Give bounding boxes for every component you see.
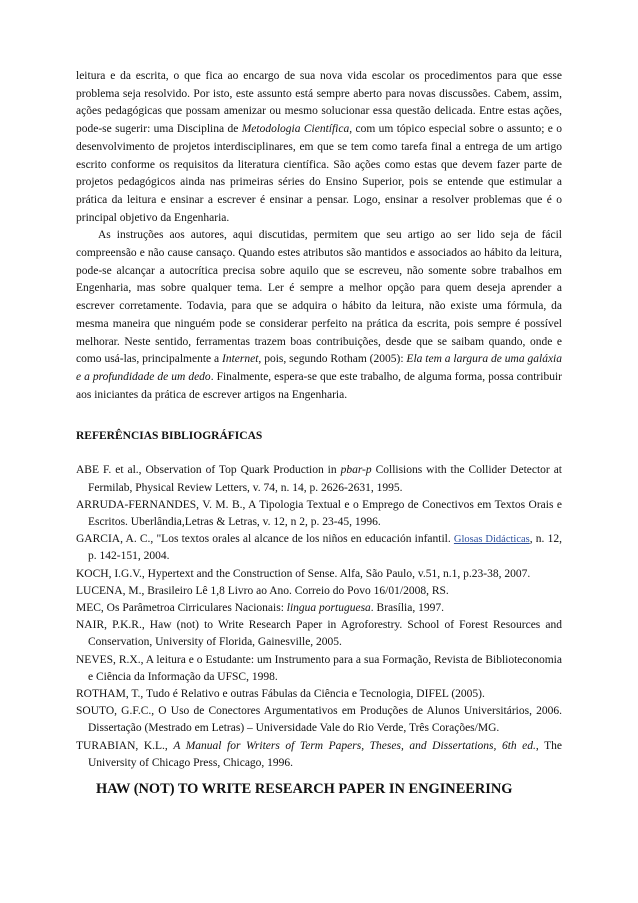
text-run: As instruções aos autores, aqui discutidas, permitem que seu artigo ao ser lido seja de fácil compreensão e não cause cansaço. Quando estes atributos são mantidos e associados ao hábito da leitura, pode-se alcançar a autocrítica precisa sobre aquilo que se escreveu, não somente sobre trabalhos em Engenharia, mas sobre qualquer tema. Ler é sempre a melhor opção para quem deseja aprender a escrever corretamente. Todavia, para que se adquira o hábito da leitura, não existe uma fórmula, da mesma maneira que ninguém pode se considerar perfeito na prática da escrita, pois sempre é possível melhorar. Neste sentido, ferramentas trazem boas contribuições, desde que se saibam quando, onde e como usá-las, principalmente a	[76, 229, 562, 366]
italic-text: Internet	[222, 353, 259, 366]
body-paragraph	[76, 227, 562, 404]
text-run: GARCIA, A. C., "Los textos orales al alcance de los niños en educación infantil.	[76, 533, 454, 546]
page-body	[76, 68, 562, 772]
text-run: Collisions with the Collider Detector at Fermilab, Physical Review Letters, v. 74, n. 14, p. 2626-2631, 1995.	[88, 464, 562, 494]
section-title: HAW (NOT) TO WRITE RESEARCH PAPER IN ENGINEERING	[96, 780, 513, 797]
references-list	[76, 462, 562, 772]
reference-entry	[76, 738, 562, 772]
references-heading: REFERÊNCIAS BIBLIOGRÁFICAS	[76, 430, 263, 443]
text-run: MEC, Os Parâmetroa Cirriculares Nacionais:	[76, 601, 287, 614]
text-run: ABE F. et al., Observation of Top Quark Production in	[76, 464, 341, 477]
reference-entry	[76, 617, 562, 651]
text-run: SOUTO, G.F.C., O Uso de Conectores Argumentativos em Produções de Alunos Universitários, 2006. Dissertação (Mestrado em Letras) – Universidade Vale do Rio Verde, Três Corações/MG.	[76, 705, 562, 735]
reference-entry	[76, 652, 562, 686]
reference-entry	[76, 686, 562, 703]
reference-entry	[76, 462, 562, 496]
text-run: ARRUDA-FERNANDES, V. M. B., A Tipologia Textual e o Emprego de Conectivos em Textos Orais e Escritos. Uberlândia,Letras & Letras, v. 12, n 2, p. 23-45, 1996.	[76, 498, 562, 528]
reference-link[interactable]: Glosas Didácticas	[453, 534, 530, 546]
reference-entry	[76, 497, 562, 531]
reference-entry	[76, 531, 562, 565]
body-paragraph	[76, 68, 562, 227]
reference-entry	[76, 566, 562, 583]
text-run: KOCH, I.G.V., Hypertext and the Construction of Sense. Alfa, São Paulo, v.51, n.1, p.23-38, 2007.	[76, 567, 531, 580]
reference-entry	[76, 583, 562, 600]
text-run: TURABIAN, K.L.,	[76, 739, 174, 752]
text-run: , com um tópico especial sobre o assunto; e o desenvolvimento de projetos interdisciplinares, em que se tem como tarefa final a entrega de um artigo escrito conforme os requisitos da literatura científica. São ações como estas que devem fazer parte de projetos pedagógicos ainda nas primeiras séries do Ensino Superior, pois se entende que estimular a prática da leitura e ensinar a escrever é ensinar a pensar. Logo, ensinar a resolver problemas que é o principal objetivo da Engenharia.	[76, 123, 563, 224]
reference-entry	[76, 703, 562, 737]
text-run: LUCENA, M., Brasileiro Lê 1,8 Livro ao Ano. Correio do Povo 16/01/2008, RS.	[76, 584, 449, 597]
text-run: NEVES, R.X., A leitura e o Estudante: um Instrumento para a sua Formação, Revista de Biblioteconomia e Ciência da Informação da UFSC, 1998.	[76, 653, 562, 683]
text-run: ROTHAM, T., Tudo é Relativo e outras Fábulas da Ciência e Tecnologia, DIFEL (2005).	[76, 688, 485, 700]
reference-entry	[76, 600, 562, 617]
text-run: , pois, segundo Rotham (2005):	[258, 353, 407, 366]
italic-text: Metodologia Científica	[241, 123, 350, 136]
text-run: NAIR, P.K.R., Haw (not) to Write Research Paper in Agroforestry. School of Forest Resources and Conservation, University of Florida, Gainesville, 2005.	[76, 619, 562, 649]
text-run: . Brasília, 1997.	[370, 601, 444, 614]
text-run: leitura e da escrita, o que fica ao encargo de sua nova vida escolar os procedimentos para que esse problema seja resolvido. Por isto, este assunto está sempre aberto para novas discussões. Cabem, assim, ações pedagógicas que possam amenizar ou mesmo solucionar essa questão delicada. Entre estas ações, pode-se sugerir: uma Disciplina de	[76, 70, 562, 136]
text-run: . Finalmente, espera-se que este trabalho, de alguma forma, possa contribuir aos iniciantes da prática de escrever artigos na Engenharia.	[76, 370, 562, 401]
text-run: , n. 12, p. 142-151, 2004.	[88, 533, 562, 563]
italic-text: pbar-p	[340, 464, 372, 477]
italic-text: Ela tem a largura de uma galáxia e a profundidade de um dedo	[76, 353, 562, 383]
italic-text: lingua portuguesa	[286, 601, 371, 614]
body-text	[76, 68, 562, 404]
italic-text: A Manual for Writers of Term Papers, Theses, and Dissertations, 6th ed.	[173, 739, 536, 752]
text-run: , The University of Chicago Press, Chicago, 1996.	[88, 739, 563, 769]
